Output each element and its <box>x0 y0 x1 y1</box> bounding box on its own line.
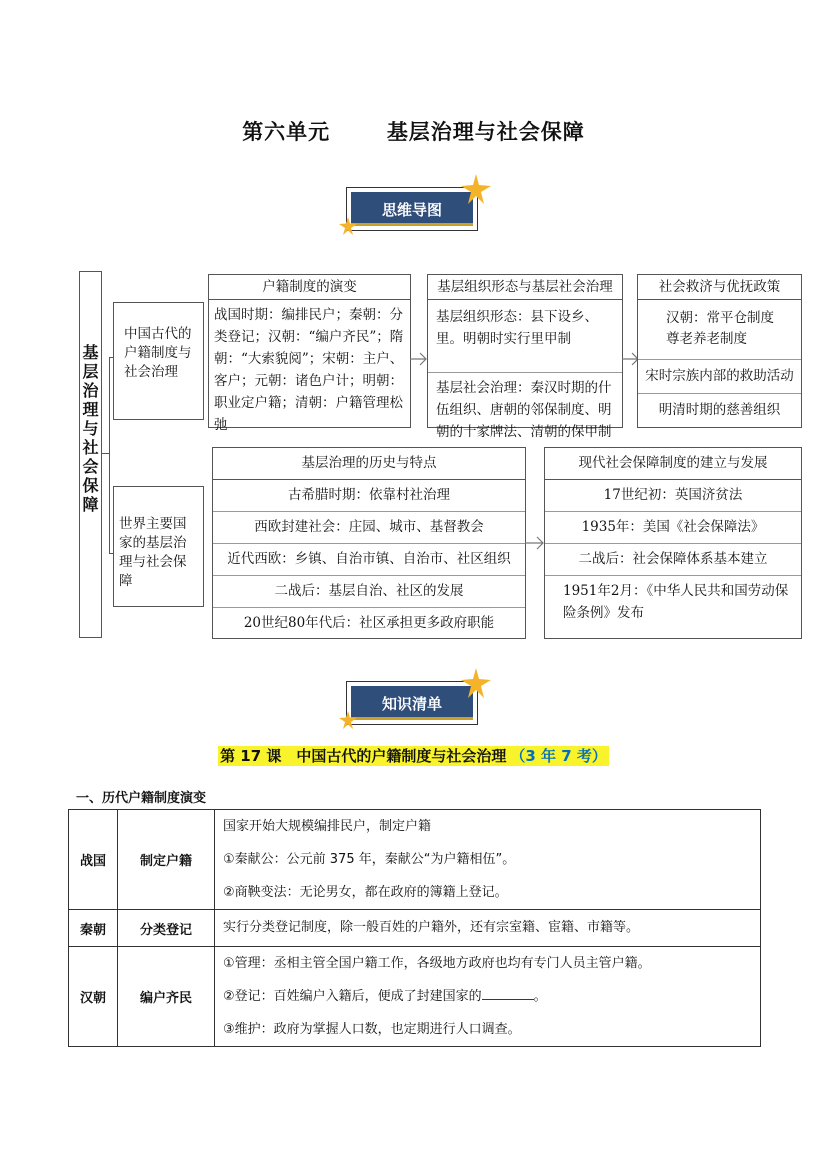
star-icon <box>339 217 357 235</box>
arrow-right-icon <box>525 534 545 552</box>
branch2-label: 世界主要国家的基层治理与社会保障 <box>119 516 187 589</box>
branch1-label: 中国古代的户籍制度与社会治理 <box>124 326 192 380</box>
content-line: ①秦献公：公元前 375 年，秦献公“为户籍相伍”。 <box>223 852 516 867</box>
root-box <box>79 271 102 638</box>
topic-cell: 制定户籍 <box>118 810 215 910</box>
household-evolution-header: 户籍制度的演变 <box>209 275 410 300</box>
mindmap-badge-label: 思维导图 <box>351 192 473 226</box>
content-line: ②商鞅变法：无论男女，都在政府的簿籍上登记。 <box>223 885 508 900</box>
household-evolution-box <box>208 274 411 433</box>
grassroots-org-item: 基层社会治理：秦汉时期的什伍组织、唐朝的邻保制度、明朝的十家牌法、清朝的保甲制 <box>436 380 612 440</box>
star-icon <box>461 668 491 698</box>
content-line: 国家开始大规模编排民户，制定户籍 <box>223 819 432 834</box>
page-title <box>0 116 827 146</box>
table-row <box>69 947 761 1047</box>
content-line-text: ②登记：百姓编户入籍后，便成了封建国家的 <box>223 989 482 1004</box>
social-security-item: 二战后：社会保障体系基本建立 <box>545 543 801 575</box>
grassroots-org-item: 基层组织形态：县下设乡、里。明朝时实行里甲制 <box>428 300 622 373</box>
household-table <box>68 809 761 1047</box>
root-label: 基层治理与社会保障 <box>80 344 99 515</box>
content-line: 实行分类登记制度，除一般百姓的户籍外，还有宗室籍、宦籍、市籍等。 <box>223 920 640 935</box>
checklist-badge-label: 知识清单 <box>351 686 473 720</box>
social-relief-item: 明清时期的慈善组织 <box>638 393 801 427</box>
social-relief-box <box>637 274 802 428</box>
content-cell <box>215 947 761 1047</box>
unit-number: 第六单元 <box>242 120 331 144</box>
grassroots-history-header: 基层治理的历史与特点 <box>213 448 525 480</box>
social-security-item: 17世纪初：英国济贫法 <box>603 487 743 503</box>
social-relief-header: 社会救济与优抚政策 <box>638 275 801 300</box>
table-row <box>69 910 761 947</box>
social-relief-item: 汉朝：常平仓制度尊老养老制度 <box>666 310 774 347</box>
grassroots-history-item: 近代西欧：乡镇、自治市镇、自治市、社区组织 <box>213 543 525 575</box>
grassroots-history-item: 西欧封建社会：庄园、城市、基督教会 <box>213 511 525 543</box>
grassroots-org-header: 基层组织形态与基层社会治理 <box>428 275 622 300</box>
grassroots-history-item: 20世纪80年代后：社区承担更多政府职能 <box>213 607 525 639</box>
household-evolution-text: 战国时期：编排民户；秦朝：分类登记；汉朝：“编户齐民”；隋朝：“大索貌阅”；宋朝：主户、客户；元朝：诸色户计；明朝：职业定户籍；清朝：户籍管理松弛 <box>214 307 404 433</box>
checklist-badge <box>346 681 478 725</box>
social-security-item: 1951年2月：《中华人民共和国劳动保险条例》发布 <box>545 575 801 624</box>
dynasty-cell: 汉朝 <box>69 947 118 1047</box>
fill-blank[interactable] <box>482 987 534 1000</box>
content-line <box>223 980 752 1013</box>
dynasty-cell: 秦朝 <box>69 910 118 947</box>
social-relief-item: 宋时宗族内部的救助活动 <box>638 359 801 393</box>
unit-title: 基层治理与社会保障 <box>386 120 585 144</box>
social-security-item: 1935年：美国《社会保障法》 <box>545 511 801 543</box>
connector <box>109 357 110 554</box>
grassroots-history-item: 古希腊时期：依靠村社治理 <box>288 487 450 503</box>
section-heading: 一、历代户籍制度演变 <box>76 791 207 806</box>
star-icon <box>461 174 491 204</box>
social-security-header: 现代社会保障制度的建立与发展 <box>545 448 801 480</box>
content-cell <box>215 910 761 947</box>
content-line-suffix: 。 <box>533 989 547 1004</box>
content-line: ③维护：政府为掌握人口数，也定期进行人口调查。 <box>223 1022 521 1037</box>
grassroots-org-box <box>427 274 623 440</box>
mindmap-badge <box>346 187 478 231</box>
arrow-right-icon <box>410 350 428 368</box>
content-cell <box>215 810 761 910</box>
content-line: ①管理：丞相主管全国户籍工作，各级地方政府也均有专门人员主管户籍。 <box>223 956 651 971</box>
table-row <box>69 810 761 910</box>
lesson-title: 第 17 课 中国古代的户籍制度与社会治理 <box>220 747 507 765</box>
topic-cell: 分类登记 <box>118 910 215 947</box>
star-icon <box>339 711 357 729</box>
social-security-box <box>544 447 802 639</box>
grassroots-history-item: 二战后：基层自治、社区的发展 <box>213 575 525 607</box>
exam-frequency-tag: （3 年 7 考） <box>510 747 607 765</box>
lesson-heading <box>0 745 827 766</box>
grassroots-history-box <box>212 447 526 639</box>
topic-cell: 编户齐民 <box>118 947 215 1047</box>
dynasty-cell: 战国 <box>69 810 118 910</box>
branch1-label-box <box>113 302 204 420</box>
branch2-label-box <box>113 486 204 607</box>
